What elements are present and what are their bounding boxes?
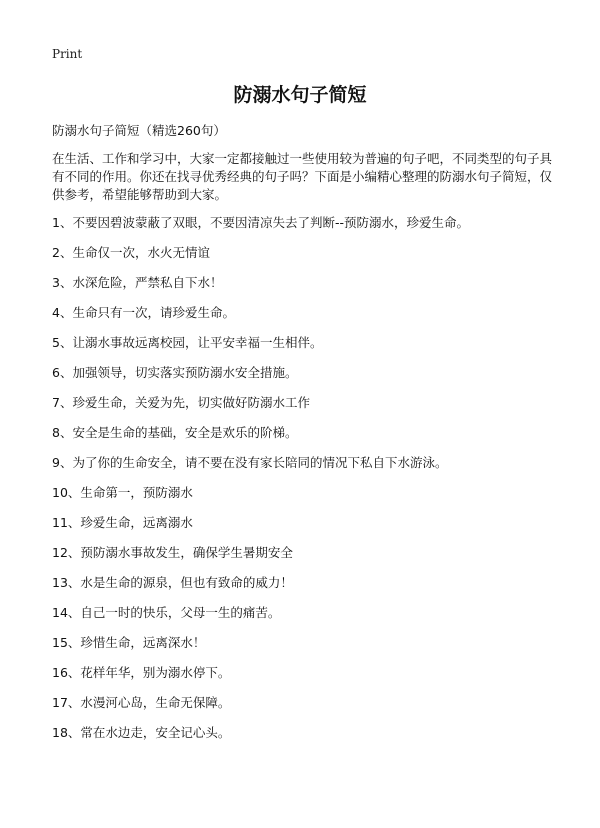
page-title: 防溺水句子简短 xyxy=(233,84,367,106)
list-item: 16、花样年华，别为溺水停下。 xyxy=(52,665,231,680)
list-item: 18、常在水边走，安全记心头。 xyxy=(52,725,231,740)
list-item: 7、珍爱生命，关爱为先，切实做好防溺水工作 xyxy=(52,395,310,410)
list-item: 12、预防溺水事故发生，确保学生暑期安全 xyxy=(52,545,293,560)
list-item: 11、珍爱生命，远离溺水 xyxy=(52,515,193,530)
list-item: 4、生命只有一次，请珍爱生命。 xyxy=(52,305,235,320)
list-item: 10、生命第一，预防溺水 xyxy=(52,485,193,500)
list-item: 9、为了你的生命安全，请不要在没有家长陪同的情况下私自下水游泳。 xyxy=(52,455,448,470)
list-item: 14、自己一时的快乐，父母一生的痛苦。 xyxy=(52,605,281,620)
sentence-list xyxy=(52,214,562,754)
list-item: 15、珍惜生命，远离深水！ xyxy=(52,635,206,650)
list-item: 5、让溺水事故远离校园，让平安幸福一生相伴。 xyxy=(52,335,323,350)
list-item: 3、水深危险，严禁私自下水！ xyxy=(52,275,223,290)
list-item: 2、生命仅一次，水火无情谊 xyxy=(52,245,210,260)
print-link[interactable]: Print xyxy=(52,47,83,61)
intro-paragraph: 在生活、工作和学习中，大家一定都接触过一些使用较为普遍的句子吧，不同类型的句子具有不同的作用。你还在找寻优秀经典的句子吗？下面是小编精心整理的防溺水句子简短，仅供参考，希望能够帮助到大家。 xyxy=(52,151,553,202)
document-subtitle: 防溺水句子简短（精选260句） xyxy=(52,123,226,138)
list-item: 13、水是生命的源泉，但也有致命的威力！ xyxy=(52,575,293,590)
list-item: 8、安全是生命的基础，安全是欢乐的阶梯。 xyxy=(52,425,298,440)
list-item: 17、水漫河心岛，生命无保障。 xyxy=(52,695,231,710)
list-item: 1、不要因碧波蒙蔽了双眼，不要因清凉失去了判断--预防溺水，珍爱生命。 xyxy=(52,215,469,230)
list-item: 6、加强领导，切实落实预防溺水安全措施。 xyxy=(52,365,298,380)
